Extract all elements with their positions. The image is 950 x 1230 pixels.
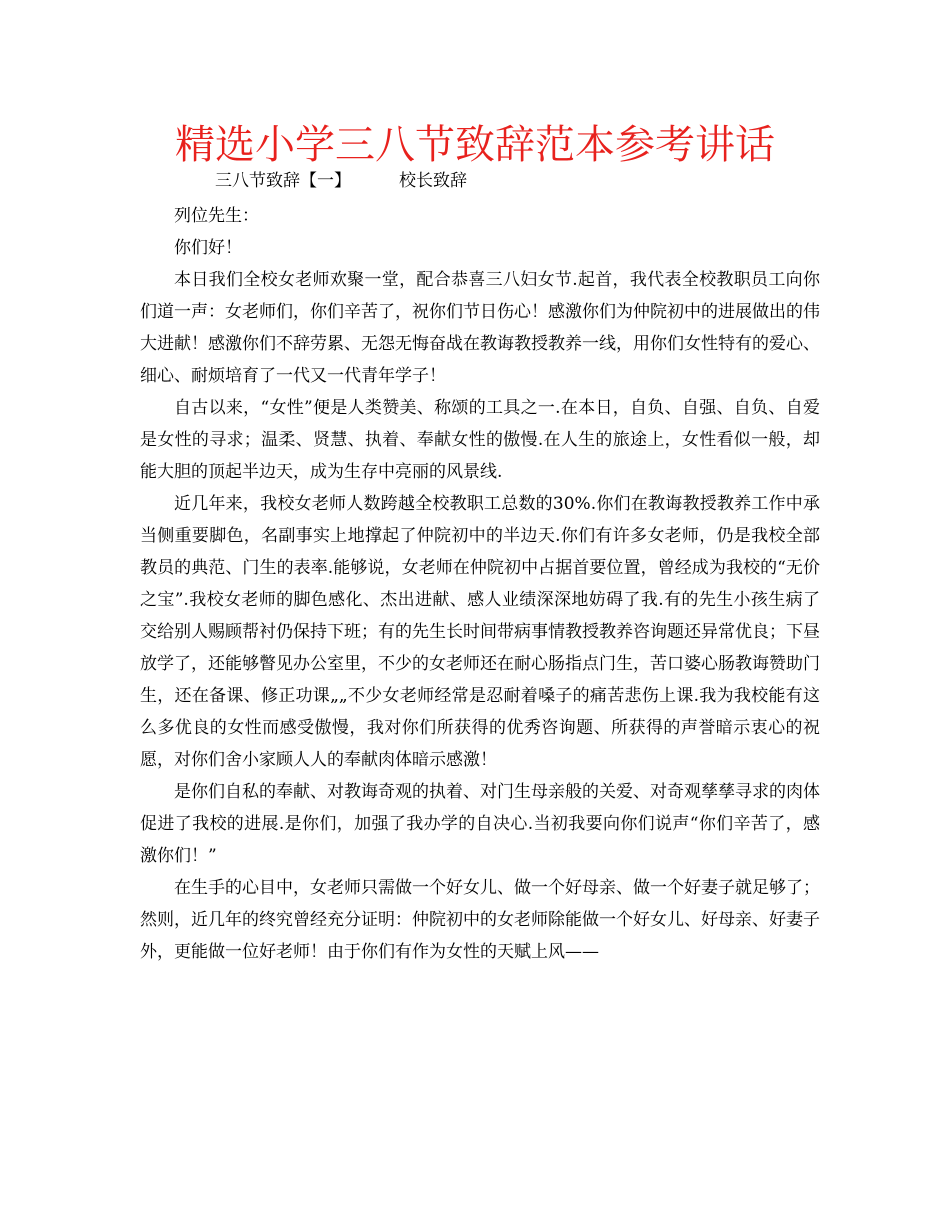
document-body [140, 200, 820, 968]
greeting: 你们好！ [174, 238, 242, 258]
body-paragraph: 自古以来，“女性”便是人类赞美、称颂的工具之一.在本日，自负、自强、自负、自爱是女性的寻求；温柔、贤慧、执着、奉献女性的傲慢.在人生的旅途上，女性看似一般，却能大胆的顶起半边天，成为生存中亮丽的风景线. [140, 398, 820, 482]
body-paragraph: 是你们自私的奉献、对教诲奇观的执着、对门生母亲般的关爱、对奇观孳孳寻求的肉体促进了我校的进展.是你们，加强了我办学的自决心.当初我要向你们说声“你们辛苦了，感激你们！” [140, 782, 820, 866]
section-heading [215, 170, 467, 192]
body-paragraph: 本日我们全校女老师欢聚一堂，配合恭喜三八妇女节.起首，我代表全校教职员工向你们道一声：女老师们，你们辛苦了，祝你们节日伤心！感激你们为仲院初中的进展做出的伟大进献！感激你们不辞劳累、无怨无悔奋战在教诲教授教养一线，用你们女性特有的爱心、细心、耐烦培育了一代又一代青年学子！ [140, 270, 820, 386]
body-paragraph: 近几年来，我校女老师人数跨越全校教职工总数的30%.你们在教诲教授教养工作中承当侧重要脚色，名副事实上地撑起了仲院初中的半边天.你们有许多女老师，仍是我校全部教员的典范、门生的表率.能够说，女老师在仲院初中占据首要位置，曾经成为我校的“无价之宝”.我校女老师的脚色感化、杰出进献、感人业绩深深地妨碍了我.有的先生小孩生病了交给别人赐顾帮衬仍保持下班；有的先生长时间带病事情教授教养咨询题还异常优良；下昼放学了，还能够瞥见办公室里，不少的女老师还在耐心肠指点门生，苦口婆心肠教诲赞助门生，还在备课、修正功课„„不少女老师经常是忍耐着嗓子的痛苦悲伤上课.我为我校能有这么多优良的女性而感受傲慢，我对你们所获得的优秀咨询题、所获得的声誉暗示衷心的祝愿，对你们舍小家顾人人的奉献肉体暗示感激！ [140, 494, 820, 770]
section-speaker: 校长致辞 [399, 171, 467, 191]
salutation: 列位先生： [174, 206, 259, 226]
body-paragraph: 在生手的心目中，女老师只需做一个好女儿、做一个好母亲、做一个好妻子就足够了；然则，近几年的终究曾经充分证明：仲院初中的女老师除能做一个好女儿、好母亲、好妻子外，更能做一位好老师！由于你们有作为女性的天赋上风—— [140, 878, 820, 962]
section-label: 三八节致辞【一】 [215, 171, 351, 191]
document-title: 精选小学三八节致辞范本参考讲话 [175, 122, 775, 168]
